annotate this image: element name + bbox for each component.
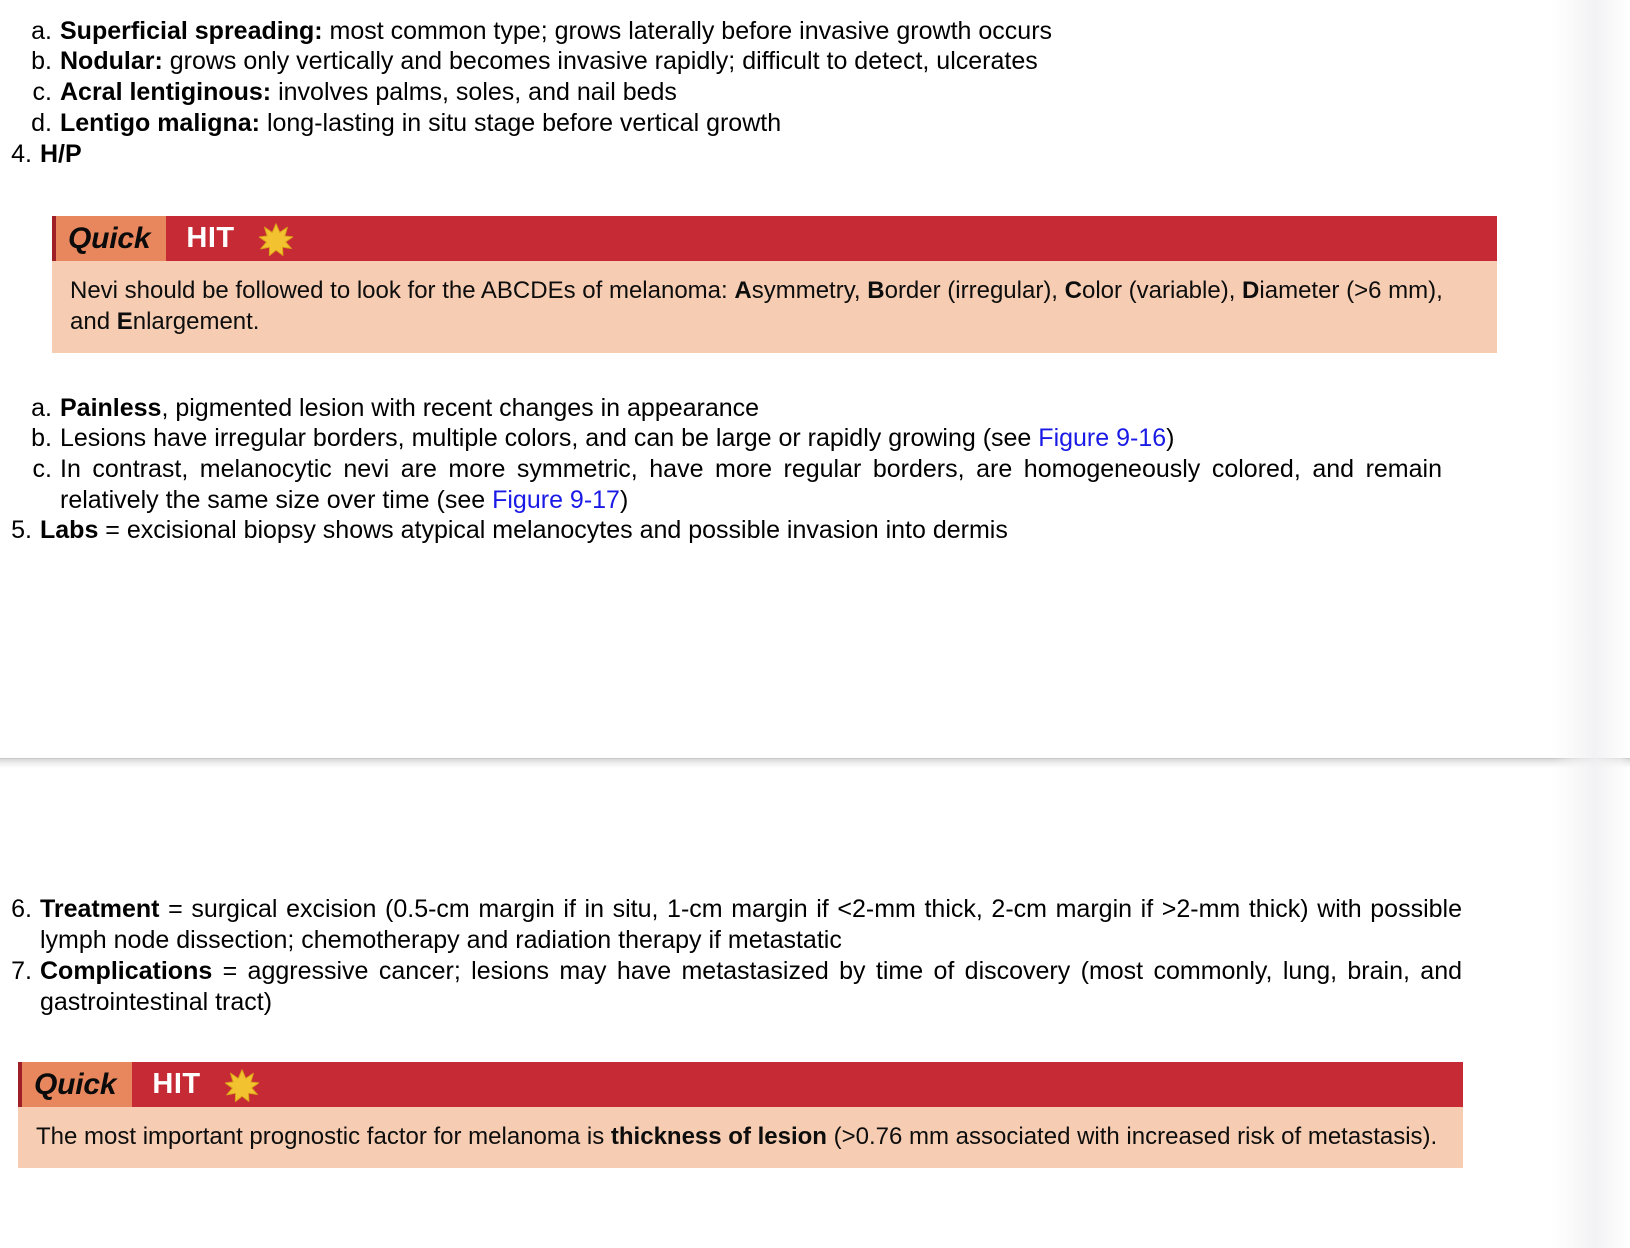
list-item-text xyxy=(32,894,1462,955)
list-item-text xyxy=(52,46,1482,77)
quick-hit-box-1 xyxy=(52,216,1497,353)
term-label: Nodular: xyxy=(60,47,163,75)
qh1-seg-5: C xyxy=(1064,277,1082,304)
qh1-seg-6: olor (variable), xyxy=(1081,277,1243,304)
list-marker: 5. xyxy=(11,516,32,544)
list-item-text xyxy=(52,423,1442,454)
list-item-text xyxy=(32,515,1462,546)
page-break-divider xyxy=(0,742,1630,768)
divider-shadow xyxy=(0,759,1630,768)
qh2-lead: The most important prognostic factor for melanoma is xyxy=(36,1123,611,1150)
item-desc: In contrast, melanocytic nevi are more symmetric, have more regular borders, are homogeneously colored, and remain relatively the same size over time (see xyxy=(60,455,1442,514)
list-marker: c. xyxy=(32,455,52,483)
term-desc: most common type; grows laterally before invasive growth occurs xyxy=(322,17,1053,45)
list-item-text xyxy=(52,454,1442,515)
list-marker: b. xyxy=(31,424,52,452)
term-desc: = excisional biopsy shows atypical melanocytes and possible invasion into dermis xyxy=(98,516,1008,544)
starburst-icon xyxy=(245,216,293,261)
starburst-icon xyxy=(211,1062,259,1107)
term-label: Labs xyxy=(40,516,99,544)
list-item-labs xyxy=(2,515,1462,546)
page-right-edge-shading xyxy=(1552,0,1630,1248)
qh2-tail: (>0.76 mm associated with increased risk of metastasis). xyxy=(826,1123,1438,1150)
qh1-seg-7: D xyxy=(1242,277,1260,304)
term-desc: = surgical excision (0.5-cm margin if in situ, 1-cm margin if <2-mm thick, 2-cm margin if >2-mm thick) with possible lymph node dissection; chemotherapy and radiation therapy if metastatic xyxy=(40,895,1462,954)
list-item-text xyxy=(32,956,1462,1017)
bold-lead: Painless xyxy=(60,394,162,422)
item-desc-tail: ) xyxy=(1166,424,1175,452)
list-item-text xyxy=(52,77,1482,108)
list-item xyxy=(22,16,1482,47)
item-desc-tail: ) xyxy=(619,485,629,514)
term-label: Lentigo maligna: xyxy=(60,109,260,137)
qh1-seg-1: A xyxy=(734,277,752,304)
term-label: H/P xyxy=(40,140,82,168)
quick-hit-quick-label: Quick xyxy=(56,216,166,261)
list-item xyxy=(22,423,1442,454)
term-label: Treatment xyxy=(40,895,160,923)
qh1-seg-9: E xyxy=(116,308,133,335)
qh1-seg-0: Nevi should be followed to look for the ABCDEs of melanoma: xyxy=(70,277,735,304)
term-label: Acral lentiginous: xyxy=(60,78,272,106)
list-marker: 6. xyxy=(11,895,32,923)
list-marker: a. xyxy=(31,17,52,45)
list-item-complications xyxy=(2,956,1462,1017)
quick-hit-hit-label: HIT xyxy=(152,1068,201,1100)
list-item-text xyxy=(52,16,1482,47)
term-label: Superficial spreading: xyxy=(60,17,323,45)
qh1-seg-10: nlargement. xyxy=(132,308,260,335)
list-item-hp xyxy=(2,139,1462,170)
list-item xyxy=(22,46,1482,77)
quick-hit-body-2 xyxy=(18,1107,1463,1168)
figure-link-9-16[interactable]: Figure 9-16 xyxy=(1038,424,1167,452)
list-item xyxy=(22,454,1442,515)
term-desc: long-lasting in situ stage before vertical growth xyxy=(260,109,782,137)
item-desc: Lesions have irregular borders, multiple colors, and can be large or rapidly growing (see xyxy=(60,424,1039,452)
quick-hit-quick-label: Quick xyxy=(22,1062,132,1107)
quick-hit-header xyxy=(52,216,1497,261)
list-item xyxy=(22,77,1482,108)
quick-hit-box-2 xyxy=(18,1062,1463,1168)
list-marker: c. xyxy=(32,78,52,106)
qh1-seg-4: order (irregular), xyxy=(884,277,1065,304)
quick-hit-hit-label: HIT xyxy=(186,222,235,254)
term-desc: = aggressive cancer; lesions may have metastasized by time of discovery (most commonly, lung, brain, and gastrointestinal tract) xyxy=(40,957,1462,1016)
list-item xyxy=(22,108,1482,139)
list-item xyxy=(22,393,1442,424)
term-desc: grows only vertically and becomes invasive rapidly; difficult to detect, ulcerates xyxy=(162,47,1038,75)
list-item-text xyxy=(52,393,1442,424)
figure-link-9-17[interactable]: Figure 9-17 xyxy=(492,485,620,514)
term-desc: involves palms, soles, and nail beds xyxy=(271,78,677,106)
list-marker: 7. xyxy=(11,957,32,985)
list-item-treatment xyxy=(2,894,1462,955)
term-label: Complications xyxy=(40,957,213,985)
list-item-text xyxy=(32,139,1462,170)
list-marker: d. xyxy=(31,109,52,137)
list-marker: b. xyxy=(31,47,52,75)
list-item-text xyxy=(52,108,1482,139)
qh1-seg-2: symmetry, xyxy=(751,277,868,304)
quick-hit-header xyxy=(18,1062,1463,1107)
qh1-seg-3: B xyxy=(867,277,885,304)
quick-hit-body-1 xyxy=(52,261,1497,353)
list-marker: a. xyxy=(31,394,52,422)
qh1-seg-8: iameter (>6 mm), and xyxy=(70,277,1443,335)
item-desc: , pigmented lesion with recent changes in appearance xyxy=(161,394,760,422)
list-marker: 4. xyxy=(11,140,32,168)
qh2-bold: thickness of lesion xyxy=(610,1123,827,1150)
